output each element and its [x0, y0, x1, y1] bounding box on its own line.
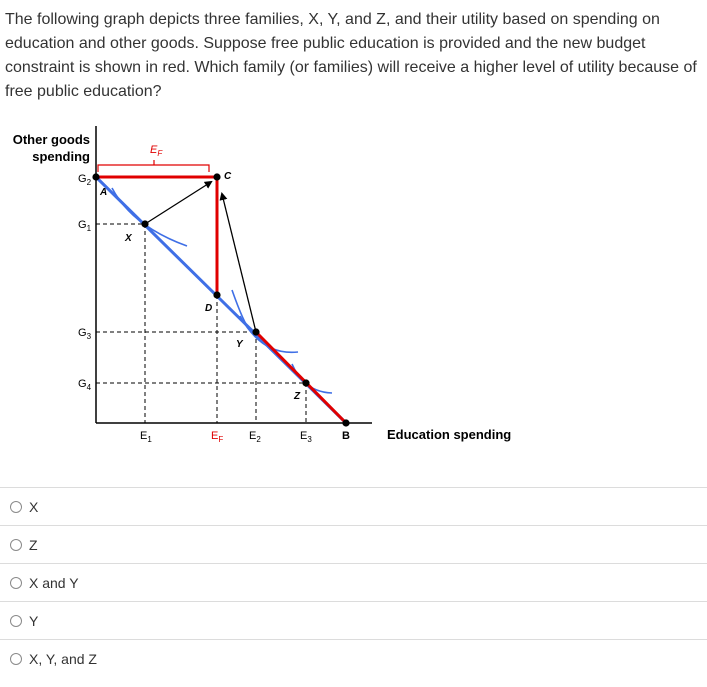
point-z	[302, 379, 309, 386]
point-d	[213, 291, 220, 298]
point-a	[92, 173, 99, 180]
x-tick-e2: $E_2$	[249, 430, 261, 444]
graph-svg	[0, 120, 520, 450]
question-text: The following graph depicts three families, X, Y, and Z, and their utility based on spending on education and other goods. Suppose free public education is provided and the new budget constraint is shown in red. Which family (or families) will receive a higher level of utility because of free public education?	[5, 11, 697, 100]
x-tick-b: B	[342, 430, 350, 442]
radio-button[interactable]	[10, 577, 22, 589]
option-label: Y	[29, 612, 39, 629]
point-b	[342, 419, 349, 426]
option-label: Z	[29, 536, 38, 553]
option-z[interactable]	[0, 525, 707, 563]
y-tick-g3: $G_3$	[78, 327, 92, 341]
x-tick-labels	[140, 430, 350, 444]
label-y: Y	[236, 339, 243, 350]
ef-brace-shape	[98, 165, 209, 172]
indifference-curve-x	[112, 188, 187, 246]
x-tick-e1: $E_1$	[140, 430, 152, 444]
option-x-y-and-z[interactable]	[0, 639, 707, 677]
option-y[interactable]	[0, 601, 707, 639]
option-label: X and Y	[29, 574, 79, 591]
x-tick-ef: $E_F$	[211, 430, 224, 444]
radio-button[interactable]	[10, 539, 22, 551]
ef-brace	[98, 160, 209, 172]
new-budget-lower-segment	[256, 332, 346, 423]
y-tick-g4: $G_4$	[78, 378, 92, 392]
y-tick-labels	[78, 173, 92, 392]
point-y	[252, 328, 259, 335]
ef-brace-label: $E_F$	[150, 144, 163, 158]
radio-button[interactable]	[10, 615, 22, 627]
utility-graph	[0, 120, 520, 450]
label-d: D	[205, 303, 213, 314]
label-a: A	[100, 187, 108, 198]
label-x: X	[125, 233, 132, 244]
y-tick-g1: $G_1$	[78, 219, 92, 233]
radio-button[interactable]	[10, 653, 22, 665]
option-label: X	[29, 498, 39, 515]
point-x	[141, 220, 148, 227]
answer-options	[0, 487, 707, 677]
label-c: C	[224, 171, 232, 182]
arrow-y-to-c	[222, 194, 256, 332]
x-tick-e3: $E_3$	[300, 430, 312, 444]
label-z: Z	[294, 391, 301, 402]
guide-lines	[96, 224, 306, 423]
radio-button[interactable]	[10, 501, 22, 513]
y-axis-label-line2: spending	[32, 149, 90, 164]
arrow-x-to-c	[145, 182, 211, 224]
option-x[interactable]	[0, 487, 707, 525]
option-x-and-y[interactable]	[0, 563, 707, 601]
point-labels	[99, 171, 301, 402]
point-c	[213, 173, 220, 180]
option-label: X, Y, and Z	[29, 650, 97, 667]
y-tick-g2: $G_2$	[78, 173, 92, 187]
x-axis-label: Education spending	[387, 427, 512, 442]
y-axis-label-line1: Other goods	[12, 132, 90, 147]
